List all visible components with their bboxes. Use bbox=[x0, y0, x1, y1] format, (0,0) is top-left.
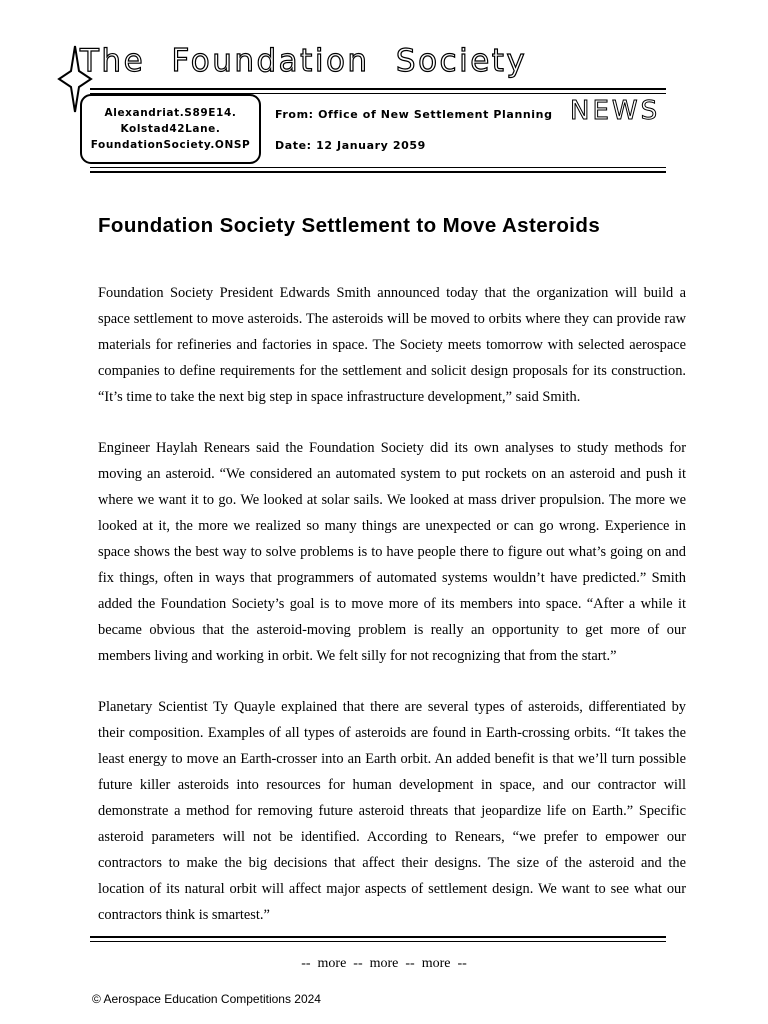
article-paragraph-2: Engineer Haylah Renears said the Foundation Society did its own analyses to study methods for moving an asteroid. “We considered an automated system to put rockets on an asteroid and push it where we want it to go. We looked at solar sails. We looked at mass driver propulsion. The more we looked at it, the more we realized so many things are unexpected or can go wrong. Experience in space shows the best way to solve problems is to have people there to figure out what’s going on and fix things, often in ways that programmers of automated systems wouldn’t have predicted.” Smith added the Foundation Society’s goal is to move more of its members into space. “After a while it became obvious that the asteroid-moving problem is really an opportunity to get more of our members living and working in orbit. We felt silly for not recognizing that from the start.” bbox=[98, 440, 686, 664]
article-headline: Foundation Society Settlement to Move Asteroids bbox=[98, 214, 601, 237]
footer-rule-bottom bbox=[90, 941, 666, 942]
from-line: From: Office of New Settlement Planning bbox=[275, 108, 553, 121]
masthead-bottom-rule bbox=[90, 171, 666, 173]
masthead-top-rule bbox=[90, 88, 666, 90]
footer-rule-top bbox=[90, 936, 666, 938]
article-paragraph-1: Foundation Society President Edwards Smith announced today that the organization will build a space settlement to move asteroids. The asteroids will be moved to orbits where they can provide raw materials for refineries and factories in space. The Society meets tomorrow with selected aerospace companies to define requirements for the settlement and solicit design proposals for its construction. “It’s time to take the next big step in space infrastructure development,” said Smith. bbox=[98, 285, 686, 405]
address-line-2: Kolstad42Lane. bbox=[120, 123, 221, 135]
society-title: The Foundation Society bbox=[80, 43, 528, 79]
address-box bbox=[80, 94, 261, 164]
article-body bbox=[98, 281, 686, 929]
continued-marker: -- more -- more -- more -- bbox=[301, 956, 467, 971]
article-paragraph-3: Planetary Scientist Ty Quayle explained that there are several types of asteroids, differentiated by their composition. Examples of all types of asteroids are found in Earth-crossing orbits. “It takes the least energy to move an Earth-crosser into an Earth orbit. An added benefit is that we’ll turn possible future killer asteroids into resources for human development in space, and our contractor will demonstrate a method for removing future asteroid threats that jeopardize life on Earth.” Specific asteroid parameters will not be identified. According to Renears, “we prefer to empower our contractors to make the big decisions that affect their designs. The size of the asteroid and the location of its natural orbit will affect major aspects of settlement design. We want to see what our contractors think is smartest.” bbox=[98, 699, 686, 923]
news-label: NEWS bbox=[570, 96, 661, 126]
copyright-notice: © Aerospace Education Competitions 2024 bbox=[92, 992, 321, 1006]
masthead-bottom-rule-inner bbox=[90, 167, 666, 168]
address-line-3: FoundationSociety.ONSP bbox=[90, 139, 251, 151]
address-line-1: Alexandriat.S89E14. bbox=[104, 107, 237, 119]
date-line: Date: 12 January 2059 bbox=[275, 139, 426, 152]
